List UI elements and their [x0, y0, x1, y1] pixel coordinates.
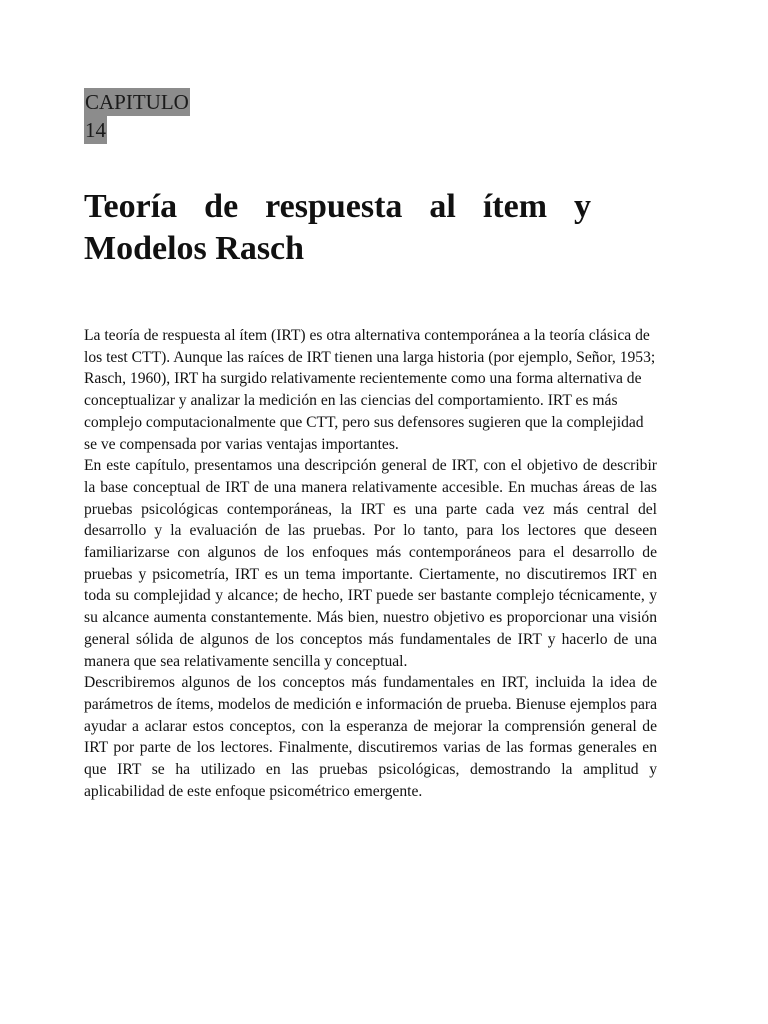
chapter-label — [84, 88, 190, 144]
paragraph-outline: Describiremos algunos de los conceptos más fundamentales en IRT, incluida la idea de parámetros de ítems, modelos de medición e información de prueba. Bienuse ejemplos para ayudar a aclarar estos conceptos, con la esperanza de mejorar la comprensión general de IRT por parte de los lectores. Finalmente, discutiremos varias de las formas generales en que IRT se ha utilizado en las pruebas psicológicas, demostrando la amplitud y aplicabilidad de este enfoque psicométrico emergente. — [84, 674, 657, 800]
paragraph-intro: La teoría de respuesta al ítem (IRT) es otra alternativa contemporánea a la teoría clásica de los test CTT). Aunque las raíces de IRT tienen una larga historia (por ejemplo, Señor, 1953; Rasch, 1960), IRT ha surgido relativamente recientemente como una forma alternativa de conceptualizar y analizar la medición en las ciencias del comportamiento. IRT es más complejo computacionalmente que CTT, pero sus defensores sugieren que la complejidad se ve compensada por varias ventajas importantes. — [84, 327, 656, 453]
chapter-title-line-1: Teoría de respuesta al ítem y — [84, 188, 591, 225]
chapter-title — [84, 186, 591, 270]
chapter-title-line-2: Modelos Rasch — [84, 230, 305, 267]
chapter-label-word: CAPITULO — [85, 90, 189, 114]
chapter-body — [84, 325, 657, 802]
chapter-label-number: 14 — [85, 118, 106, 142]
paragraph-overview: En este capítulo, presentamos una descripción general de IRT, con el objetivo de describir la base conceptual de IRT de una manera relativamente accesible. En muchas áreas de las pruebas psicológicas contemporáneas, la IRT es una parte cada vez más central del desarrollo y la evaluación de las pruebas. Por lo tanto, para los lectores que deseen familiarizarse con algunos de los enfoques más contemporáneos para el desarrollo de pruebas y psicometría, IRT es un tema importante. Ciertamente, no discutiremos IRT en toda su complejidad y alcance; de hecho, IRT puede ser bastante complejo técnicamente, y su alcance aumenta constantemente. Más bien, nuestro objetivo es proporcionar una visión general sólida de algunos de los conceptos más fundamentales de IRT y hacerlo de una manera que sea relativamente sencilla y conceptual. — [84, 457, 657, 670]
